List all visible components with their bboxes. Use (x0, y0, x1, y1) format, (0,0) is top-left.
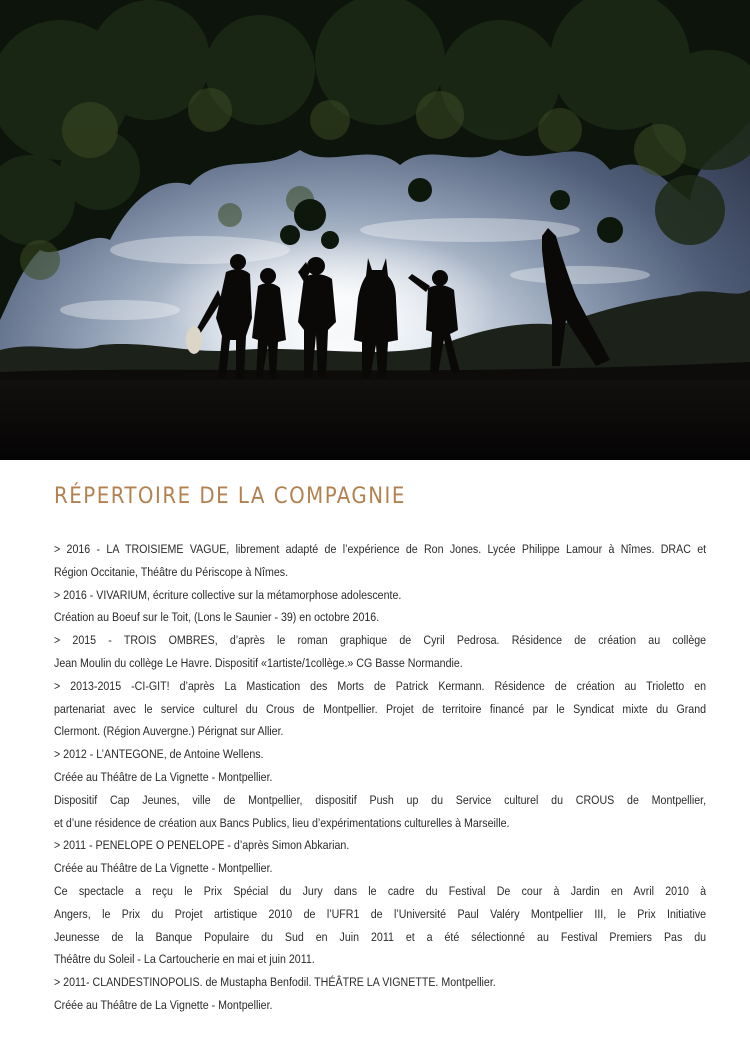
section-title: RÉPERTOIRE DE LA COMPAGNIE (54, 484, 406, 509)
repertoire-line: > 2013-2015 -CI-GIT! d’après La Mastication des Morts de Patrick Kermann. Résidence de création au Trioletto en (54, 678, 707, 693)
repertoire-line: > 2015 - TROIS OMBRES, d’après le roman graphique de Cyril Pedrosa. Résidence de création au collège (54, 633, 707, 648)
repertoire-section (54, 480, 706, 1017)
repertoire-line: et d’une résidence de création aux Bancs Publics, lieu d’expérimentations culturelles à Marseille. (54, 815, 510, 830)
repertoire-line: Jean Moulin du collège Le Havre. Dispositif «1artiste/1collège.» CG Basse Normandie. (54, 655, 463, 670)
repertoire-line: Angers, le Prix du Projet artistique 2010 de l’UFR1 de l’Université Paul Valéry Montpellier III, le Prix Initiative (54, 906, 707, 921)
repertoire-line: Créée au Théâtre de La Vignette - Montpellier. (54, 861, 273, 876)
repertoire-line: Créée au Théâtre de La Vignette - Montpellier. (54, 997, 273, 1012)
repertoire-line: > 2016 - LA TROISIEME VAGUE, librement adapté de l’expérience de Ron Jones. Lycée Philippe Lamour à Nîmes. DRAC et (54, 542, 707, 556)
repertoire-line: Création au Boeuf sur le Toit, (Lons le Saunier - 39) en octobre 2016. (54, 610, 380, 625)
repertoire-list (54, 538, 706, 1017)
repertoire-line: > 2011- CLANDESTINOPOLIS. de Mustapha Benfodil. THÉÂTRE LA VIGNETTE. Montpellier. (54, 975, 496, 990)
repertoire-line: > 2011 - PENELOPE O PENELOPE - d’après Simon Abkarian. (54, 838, 350, 853)
repertoire-line: Théâtre du Soleil - La Cartoucherie en mai et juin 2011. (54, 952, 315, 967)
repertoire-line: > 2012 - L’ANTEGONE, de Antoine Wellens. (54, 747, 264, 762)
repertoire-line: Ce spectacle a reçu le Prix Spécial du Jury dans le cadre du Festival De cour à Jardin en Avril 2010 à (54, 883, 707, 898)
repertoire-line: > 2016 - VIVARIUM, écriture collective sur la métamorphose adolescente. (54, 587, 402, 602)
repertoire-line: partenariat avec le service culturel du Crous de Montpellier. Projet de territoire financé par le Syndicat mixte du Grand (54, 701, 707, 716)
repertoire-line: Clermont. (Région Auvergne.) Pérignat sur Allier. (54, 724, 284, 739)
repertoire-line: Créée au Théâtre de La Vignette - Montpellier. (54, 769, 273, 784)
hero-photo (0, 0, 750, 460)
repertoire-line: Dispositif Cap Jeunes, ville de Montpellier, dispositif Push up du Service culturel du CROUS de Montpellier, (54, 792, 707, 807)
repertoire-line: Région Occitanie, Théâtre du Périscope à Nîmes. (54, 564, 289, 579)
repertoire-line: Jeunesse de la Banque Populaire du Sud en Juin 2011 et a été sélectionné au Festival Premiers Pas du (54, 929, 707, 944)
